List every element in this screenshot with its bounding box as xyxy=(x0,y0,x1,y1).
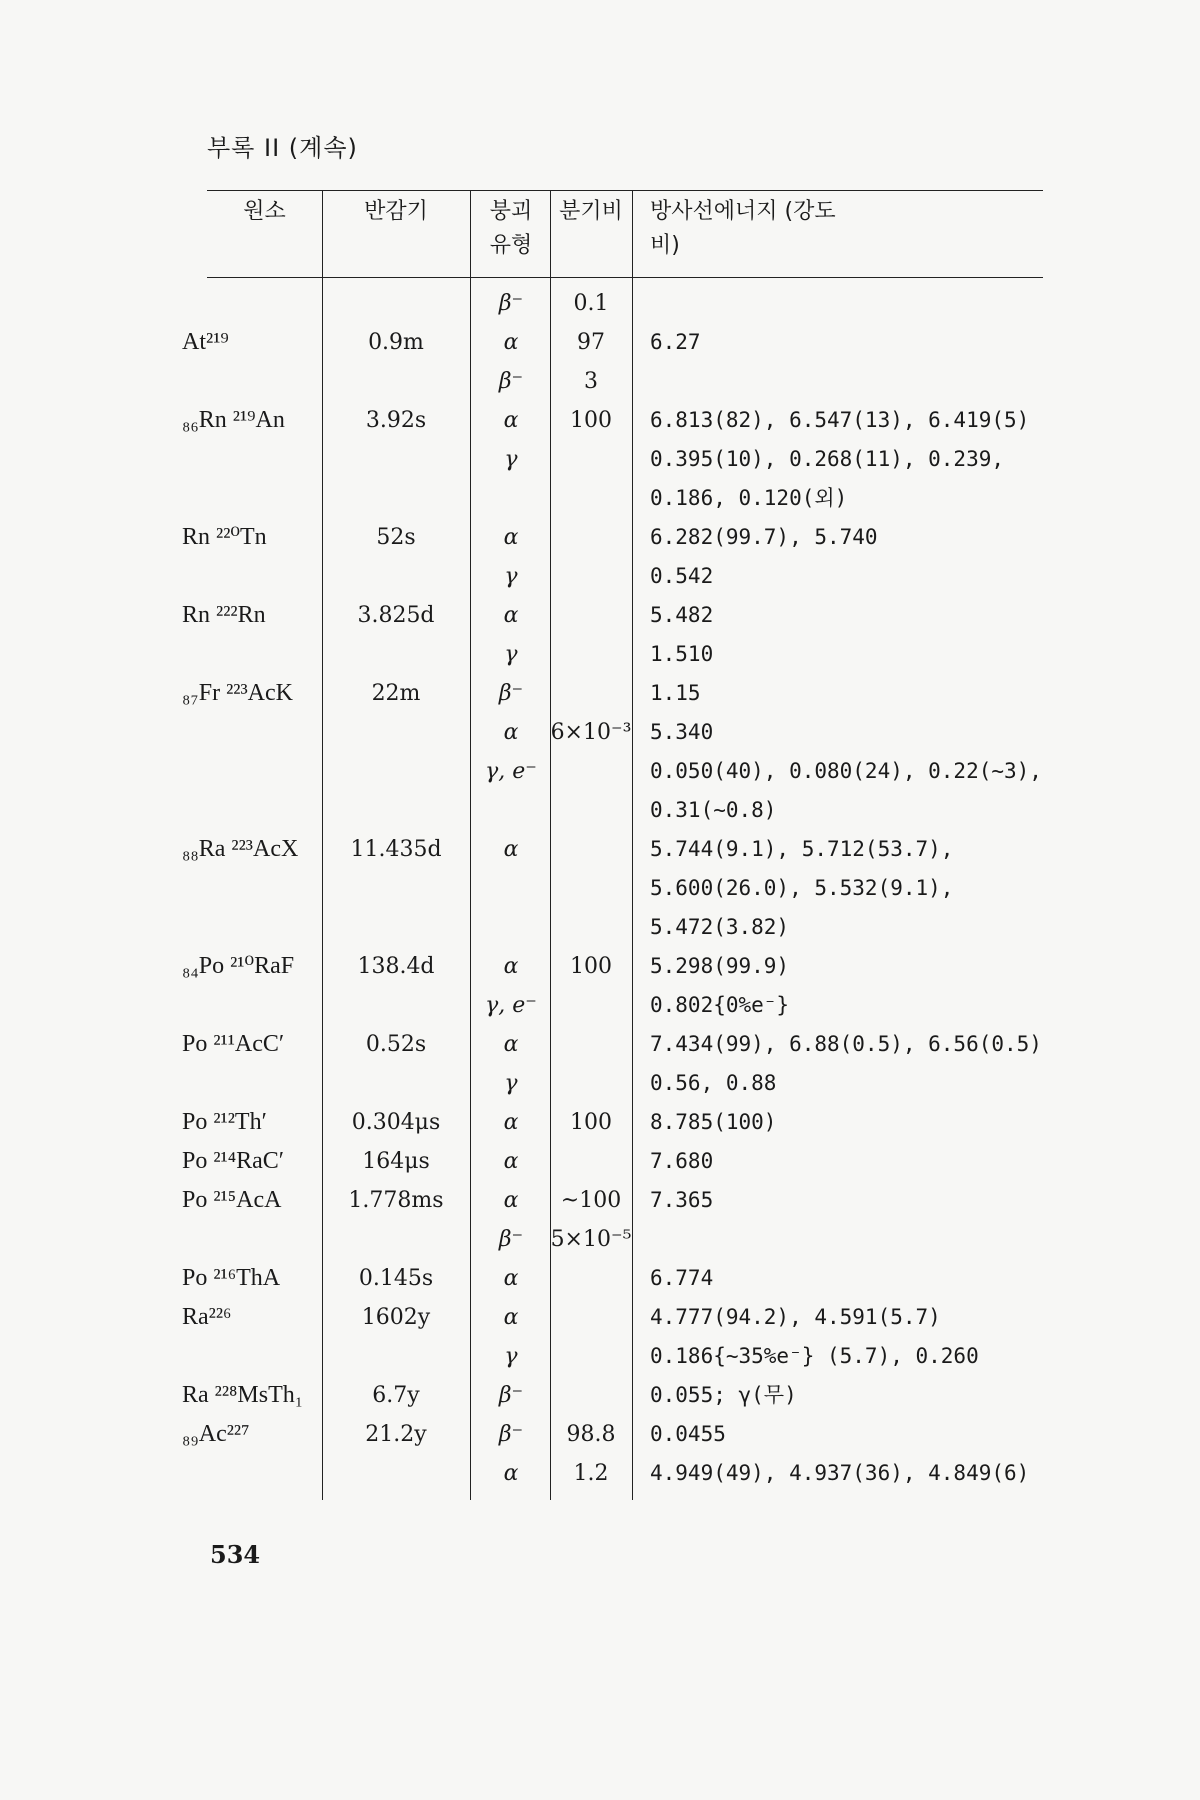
decay-type-cell: γ, e⁻ xyxy=(485,759,537,784)
decay-type-cell: α xyxy=(503,1461,519,1486)
table-row xyxy=(207,557,1043,596)
decay-type-cell: α xyxy=(503,954,519,979)
table-row xyxy=(207,1454,1043,1493)
branching-cell: 5×10⁻⁵ xyxy=(550,1227,632,1252)
element-cell: Po ²¹¹AcC′ xyxy=(182,1031,285,1057)
decay-type-cell: β⁻ xyxy=(498,1383,524,1408)
element-cell: Po ²¹²Th′ xyxy=(182,1109,267,1135)
energy-cell: 6.813(82), 6.547(13), 6.419(5) xyxy=(650,408,1030,432)
decay-type-cell: α xyxy=(503,720,519,745)
branching-cell: 6×10⁻³ xyxy=(550,720,632,745)
table-row xyxy=(207,440,1043,479)
branching-cell: 100 xyxy=(570,954,612,979)
energy-cell: 0.186, 0.120(외) xyxy=(650,486,848,510)
table-row xyxy=(207,713,1043,752)
half-life-cell: 0.9m xyxy=(368,330,424,355)
element-cell: Rn ²²²Rn xyxy=(182,602,266,628)
half-life-cell: 1.778ms xyxy=(348,1188,444,1213)
decay-type-cell: γ xyxy=(504,1071,518,1096)
decay-type-cell: α xyxy=(503,1188,519,1213)
energy-cell: 1.510 xyxy=(650,642,714,666)
table-row xyxy=(182,1298,1043,1337)
decay-type-cell: β⁻ xyxy=(498,1227,524,1252)
half-life-cell: 52s xyxy=(376,525,416,550)
element-cell: Po ²¹⁵AcA xyxy=(182,1187,282,1213)
table-row xyxy=(182,1142,1043,1181)
element-cell: Po ²¹⁴RaC′ xyxy=(182,1148,285,1174)
table-row xyxy=(182,1103,1043,1142)
energy-cell: 6.27 xyxy=(650,330,701,354)
table-row xyxy=(207,479,1043,518)
half-life-cell: 3.825d xyxy=(357,603,435,628)
table-row xyxy=(182,830,1043,869)
table-row xyxy=(182,674,1043,713)
page-title: 부록 II (계속) xyxy=(207,134,358,162)
table-row xyxy=(182,1181,1043,1220)
table-row xyxy=(207,1337,1043,1376)
half-life-cell: 11.435d xyxy=(350,837,442,862)
half-life-cell: 3.92s xyxy=(365,408,427,433)
decay-type-cell: γ xyxy=(504,1344,518,1369)
header-half-life: 반감기 xyxy=(364,199,428,224)
energy-cell: 1.15 xyxy=(650,681,701,705)
table-header-rule xyxy=(207,277,1043,278)
decay-type-cell: α xyxy=(503,837,519,862)
energy-cell: 6.774 xyxy=(650,1266,714,1290)
header-energy: 방사선에너지 (강도비) xyxy=(650,199,836,258)
energy-cell: 8.785(100) xyxy=(650,1110,777,1134)
energy-cell: 0.0455 xyxy=(650,1422,726,1446)
table-row xyxy=(207,791,1043,830)
element-cell: At²¹⁹ xyxy=(182,329,229,355)
energy-cell: 0.542 xyxy=(650,564,714,588)
energy-cell: 7.434(99), 6.88(0.5), 6.56(0.5) xyxy=(650,1032,1042,1056)
energy-cell: 5.744(9.1), 5.712(53.7), xyxy=(650,837,954,861)
branching-cell: 97 xyxy=(577,330,605,355)
element-cell: Rn ²²⁰Tn xyxy=(182,524,267,550)
table-row xyxy=(207,635,1043,674)
half-life-cell: 138.4d xyxy=(357,954,435,979)
decay-type-cell: γ xyxy=(504,447,518,472)
half-life-cell: 0.304μs xyxy=(351,1110,441,1135)
branching-cell: 0.1 xyxy=(573,291,609,316)
decay-type-cell: γ, e⁻ xyxy=(485,993,537,1018)
energy-cell: 0.31(~0.8) xyxy=(650,798,777,822)
table-row xyxy=(207,362,1043,401)
element-cell: ₈₉Ac²²⁷ xyxy=(182,1421,250,1447)
branching-cell: 100 xyxy=(570,1110,612,1135)
energy-cell: 7.365 xyxy=(650,1188,714,1212)
table-row xyxy=(182,1376,1043,1415)
branching-cell: 100 xyxy=(570,408,612,433)
table-row xyxy=(182,947,1043,986)
decay-type-cell: β⁻ xyxy=(498,369,524,394)
half-life-cell: 6.7y xyxy=(372,1383,420,1408)
page-number: 534 xyxy=(210,1540,261,1569)
energy-cell: 5.600(26.0), 5.532(9.1), xyxy=(650,876,954,900)
decay-type-cell: α xyxy=(503,330,519,355)
table-row xyxy=(207,986,1043,1025)
energy-cell: 0.050(40), 0.080(24), 0.22(~3), xyxy=(650,759,1042,783)
decay-type-cell: α xyxy=(503,603,519,628)
decay-type-cell: α xyxy=(503,1305,519,1330)
table-row xyxy=(207,752,1043,791)
energy-cell: 5.482 xyxy=(650,603,714,627)
energy-cell: 7.680 xyxy=(650,1149,714,1173)
branching-cell: 1.2 xyxy=(573,1461,609,1486)
energy-cell: 0.395(10), 0.268(11), 0.239, xyxy=(650,447,1005,471)
table-row xyxy=(182,1259,1043,1298)
decay-type-cell: γ xyxy=(504,642,518,667)
table-row xyxy=(182,518,1043,557)
branching-cell: 3 xyxy=(584,369,598,394)
element-cell: ₈₄Po ²¹⁰RaF xyxy=(182,953,295,979)
table-row xyxy=(182,323,1043,362)
energy-cell: 0.186{~35%e⁻} (5.7), 0.260 xyxy=(650,1344,979,1368)
decay-type-cell: α xyxy=(503,1149,519,1174)
energy-cell: 6.282(99.7), 5.740 xyxy=(650,525,878,549)
energy-cell: 5.340 xyxy=(650,720,714,744)
header-decay-type: 붕괴 유형 xyxy=(489,199,533,258)
energy-cell: 5.472(3.82) xyxy=(650,915,790,939)
table-row xyxy=(207,908,1043,947)
table-row xyxy=(207,869,1043,908)
decay-type-cell: γ xyxy=(504,564,518,589)
header-branching: 분기비 xyxy=(559,199,623,224)
half-life-cell: 21.2y xyxy=(365,1422,427,1447)
table-row xyxy=(207,284,1043,323)
branching-cell: 98.8 xyxy=(566,1422,616,1447)
energy-cell: 5.298(99.9) xyxy=(650,954,790,978)
header-element: 원소 xyxy=(243,199,286,224)
half-life-cell: 1602y xyxy=(361,1305,431,1330)
energy-cell: 0.56, 0.88 xyxy=(650,1071,777,1095)
decay-type-cell: α xyxy=(503,525,519,550)
decay-type-cell: α xyxy=(503,1032,519,1057)
element-cell: Ra ²²⁸MsTh₁ xyxy=(182,1382,304,1408)
table-row xyxy=(207,1064,1043,1103)
decay-type-cell: β⁻ xyxy=(498,1422,524,1447)
decay-type-cell: α xyxy=(503,408,519,433)
decay-type-cell: α xyxy=(503,1266,519,1291)
half-life-cell: 164μs xyxy=(362,1149,430,1174)
table-row xyxy=(182,401,1043,440)
energy-cell: 4.777(94.2), 4.591(5.7) xyxy=(650,1305,941,1329)
table-body xyxy=(182,284,1043,1493)
table-top-rule xyxy=(207,190,1043,191)
branching-cell: ~100 xyxy=(560,1188,622,1213)
half-life-cell: 22m xyxy=(371,681,421,706)
decay-type-cell: β⁻ xyxy=(498,291,524,316)
element-cell: ₈₈Ra ²²³AcX xyxy=(182,836,299,862)
energy-cell: 0.055; γ(무) xyxy=(650,1383,797,1407)
table-row xyxy=(182,1025,1043,1064)
energy-cell: 4.949(49), 4.937(36), 4.849(6) xyxy=(650,1461,1030,1485)
table-row xyxy=(207,1220,1043,1259)
decay-type-cell: α xyxy=(503,1110,519,1135)
half-life-cell: 0.145s xyxy=(358,1266,434,1291)
half-life-cell: 0.52s xyxy=(365,1032,427,1057)
element-cell: ₈₇Fr ²²³AcK xyxy=(182,680,293,706)
table-row xyxy=(182,1415,1043,1454)
element-cell: ₈₆Rn ²¹⁹An xyxy=(182,407,285,433)
decay-type-cell: β⁻ xyxy=(498,681,524,706)
element-cell: Po ²¹⁶ThA xyxy=(182,1265,281,1291)
table-row xyxy=(182,596,1043,635)
energy-cell: 0.802{0%e⁻} xyxy=(650,993,790,1017)
element-cell: Ra²²⁶ xyxy=(182,1304,232,1330)
